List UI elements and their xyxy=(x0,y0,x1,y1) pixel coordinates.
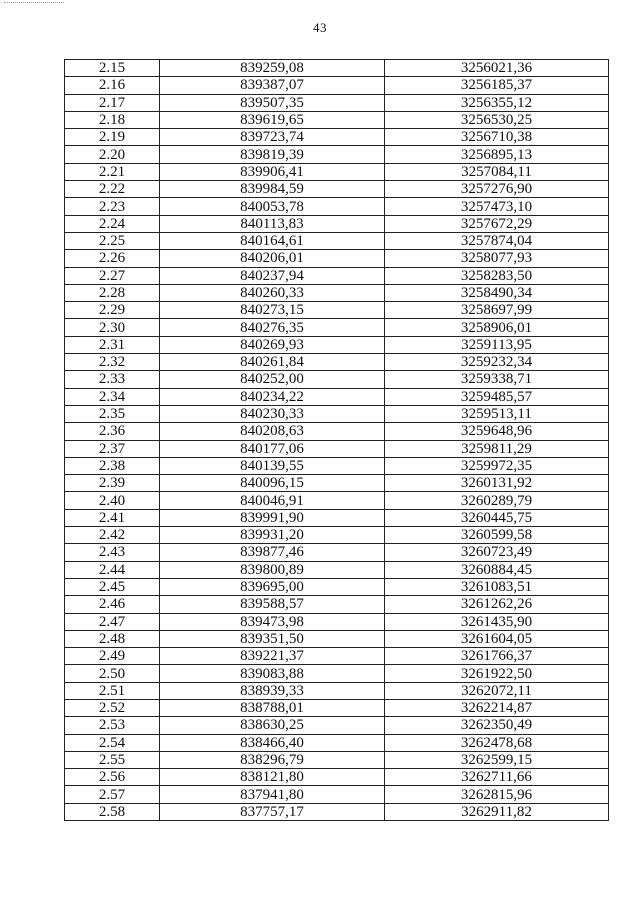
table-row xyxy=(65,77,609,94)
x-coordinate-cell: 838121,80 xyxy=(160,769,385,786)
y-coordinate-cell: 3260599,58 xyxy=(385,527,609,544)
table-row xyxy=(65,163,609,180)
table-row xyxy=(65,198,609,215)
point-number-cell: 2.57 xyxy=(65,786,160,803)
x-coordinate-cell: 839259,08 xyxy=(160,60,385,77)
x-coordinate-cell: 839723,74 xyxy=(160,129,385,146)
point-number-cell: 2.21 xyxy=(65,163,160,180)
x-coordinate-cell: 839473,98 xyxy=(160,613,385,630)
y-coordinate-cell: 3257874,04 xyxy=(385,232,609,249)
x-coordinate-cell: 839819,39 xyxy=(160,146,385,163)
scan-artifact xyxy=(4,2,64,5)
y-coordinate-cell: 3259513,11 xyxy=(385,405,609,422)
point-number-cell: 2.55 xyxy=(65,751,160,768)
x-coordinate-cell: 838296,79 xyxy=(160,751,385,768)
table-row xyxy=(65,423,609,440)
table-row xyxy=(65,94,609,111)
y-coordinate-cell: 3259113,95 xyxy=(385,336,609,353)
table-row xyxy=(65,682,609,699)
table-row xyxy=(65,803,609,820)
x-coordinate-cell: 838788,01 xyxy=(160,699,385,716)
point-number-cell: 2.47 xyxy=(65,613,160,630)
point-number-cell: 2.17 xyxy=(65,94,160,111)
x-coordinate-cell: 840237,94 xyxy=(160,267,385,284)
table-row xyxy=(65,111,609,128)
x-coordinate-cell: 840139,55 xyxy=(160,457,385,474)
table-row xyxy=(65,336,609,353)
point-number-cell: 2.58 xyxy=(65,803,160,820)
x-coordinate-cell: 839387,07 xyxy=(160,77,385,94)
x-coordinate-cell: 840053,78 xyxy=(160,198,385,215)
point-number-cell: 2.36 xyxy=(65,423,160,440)
x-coordinate-cell: 840269,93 xyxy=(160,336,385,353)
point-number-cell: 2.25 xyxy=(65,232,160,249)
point-number-cell: 2.52 xyxy=(65,699,160,716)
y-coordinate-cell: 3259811,29 xyxy=(385,440,609,457)
y-coordinate-cell: 3260445,75 xyxy=(385,509,609,526)
y-coordinate-cell: 3260131,92 xyxy=(385,475,609,492)
x-coordinate-cell: 839221,37 xyxy=(160,648,385,665)
table-row xyxy=(65,371,609,388)
table-row xyxy=(65,405,609,422)
x-coordinate-cell: 840046,91 xyxy=(160,492,385,509)
x-coordinate-cell: 838466,40 xyxy=(160,734,385,751)
point-number-cell: 2.15 xyxy=(65,60,160,77)
point-number-cell: 2.45 xyxy=(65,578,160,595)
y-coordinate-cell: 3256021,36 xyxy=(385,60,609,77)
point-number-cell: 2.22 xyxy=(65,181,160,198)
table-row xyxy=(65,717,609,734)
y-coordinate-cell: 3261766,37 xyxy=(385,648,609,665)
table-row xyxy=(65,596,609,613)
table-row xyxy=(65,146,609,163)
table-row xyxy=(65,60,609,77)
point-number-cell: 2.51 xyxy=(65,682,160,699)
x-coordinate-cell: 840206,01 xyxy=(160,250,385,267)
point-number-cell: 2.56 xyxy=(65,769,160,786)
table-row xyxy=(65,302,609,319)
x-coordinate-cell: 838939,33 xyxy=(160,682,385,699)
point-number-cell: 2.33 xyxy=(65,371,160,388)
x-coordinate-cell: 839619,65 xyxy=(160,111,385,128)
table-row xyxy=(65,613,609,630)
point-number-cell: 2.23 xyxy=(65,198,160,215)
x-coordinate-cell: 839507,35 xyxy=(160,94,385,111)
table-row xyxy=(65,630,609,647)
y-coordinate-cell: 3259648,96 xyxy=(385,423,609,440)
x-coordinate-cell: 840234,22 xyxy=(160,388,385,405)
table-row xyxy=(65,457,609,474)
table-row xyxy=(65,475,609,492)
y-coordinate-cell: 3258697,99 xyxy=(385,302,609,319)
point-number-cell: 2.40 xyxy=(65,492,160,509)
table-row xyxy=(65,509,609,526)
point-number-cell: 2.24 xyxy=(65,215,160,232)
table-row xyxy=(65,527,609,544)
table-row xyxy=(65,769,609,786)
table-row xyxy=(65,129,609,146)
x-coordinate-cell: 840260,33 xyxy=(160,284,385,301)
y-coordinate-cell: 3262599,15 xyxy=(385,751,609,768)
x-coordinate-cell: 838630,25 xyxy=(160,717,385,734)
point-number-cell: 2.43 xyxy=(65,544,160,561)
y-coordinate-cell: 3258283,50 xyxy=(385,267,609,284)
table-row xyxy=(65,751,609,768)
coordinates-table-body xyxy=(65,60,609,821)
y-coordinate-cell: 3261435,90 xyxy=(385,613,609,630)
table-row xyxy=(65,786,609,803)
y-coordinate-cell: 3260723,49 xyxy=(385,544,609,561)
x-coordinate-cell: 840113,83 xyxy=(160,215,385,232)
y-coordinate-cell: 3258490,34 xyxy=(385,284,609,301)
y-coordinate-cell: 3262815,96 xyxy=(385,786,609,803)
point-number-cell: 2.18 xyxy=(65,111,160,128)
point-number-cell: 2.35 xyxy=(65,405,160,422)
point-number-cell: 2.32 xyxy=(65,354,160,371)
point-number-cell: 2.30 xyxy=(65,319,160,336)
y-coordinate-cell: 3261262,26 xyxy=(385,596,609,613)
point-number-cell: 2.44 xyxy=(65,561,160,578)
y-coordinate-cell: 3262072,11 xyxy=(385,682,609,699)
y-coordinate-cell: 3262911,82 xyxy=(385,803,609,820)
x-coordinate-cell: 840273,15 xyxy=(160,302,385,319)
point-number-cell: 2.37 xyxy=(65,440,160,457)
y-coordinate-cell: 3260289,79 xyxy=(385,492,609,509)
y-coordinate-cell: 3262350,49 xyxy=(385,717,609,734)
table-row xyxy=(65,578,609,595)
point-number-cell: 2.31 xyxy=(65,336,160,353)
y-coordinate-cell: 3261604,05 xyxy=(385,630,609,647)
table-row xyxy=(65,388,609,405)
x-coordinate-cell: 839695,00 xyxy=(160,578,385,595)
x-coordinate-cell: 839877,46 xyxy=(160,544,385,561)
page-number: 43 xyxy=(313,20,327,35)
table-row xyxy=(65,181,609,198)
y-coordinate-cell: 3261922,50 xyxy=(385,665,609,682)
point-number-cell: 2.34 xyxy=(65,388,160,405)
x-coordinate-cell: 839588,57 xyxy=(160,596,385,613)
y-coordinate-cell: 3256355,12 xyxy=(385,94,609,111)
point-number-cell: 2.49 xyxy=(65,648,160,665)
table-row xyxy=(65,267,609,284)
table-row xyxy=(65,665,609,682)
point-number-cell: 2.41 xyxy=(65,509,160,526)
x-coordinate-cell: 839083,88 xyxy=(160,665,385,682)
x-coordinate-cell: 840177,06 xyxy=(160,440,385,457)
point-number-cell: 2.19 xyxy=(65,129,160,146)
coordinates-table xyxy=(64,59,609,821)
x-coordinate-cell: 839931,20 xyxy=(160,527,385,544)
y-coordinate-cell: 3262478,68 xyxy=(385,734,609,751)
x-coordinate-cell: 840096,15 xyxy=(160,475,385,492)
point-number-cell: 2.20 xyxy=(65,146,160,163)
point-number-cell: 2.53 xyxy=(65,717,160,734)
point-number-cell: 2.54 xyxy=(65,734,160,751)
y-coordinate-cell: 3258077,93 xyxy=(385,250,609,267)
point-number-cell: 2.38 xyxy=(65,457,160,474)
y-coordinate-cell: 3257276,90 xyxy=(385,181,609,198)
y-coordinate-cell: 3257672,29 xyxy=(385,215,609,232)
y-coordinate-cell: 3256895,13 xyxy=(385,146,609,163)
y-coordinate-cell: 3262214,87 xyxy=(385,699,609,716)
y-coordinate-cell: 3257473,10 xyxy=(385,198,609,215)
y-coordinate-cell: 3259485,57 xyxy=(385,388,609,405)
x-coordinate-cell: 839351,50 xyxy=(160,630,385,647)
table-row xyxy=(65,319,609,336)
y-coordinate-cell: 3262711,66 xyxy=(385,769,609,786)
point-number-cell: 2.26 xyxy=(65,250,160,267)
y-coordinate-cell: 3259338,71 xyxy=(385,371,609,388)
table-row xyxy=(65,440,609,457)
y-coordinate-cell: 3261083,51 xyxy=(385,578,609,595)
table-row xyxy=(65,232,609,249)
x-coordinate-cell: 839984,59 xyxy=(160,181,385,198)
y-coordinate-cell: 3256530,25 xyxy=(385,111,609,128)
x-coordinate-cell: 837757,17 xyxy=(160,803,385,820)
table-row xyxy=(65,734,609,751)
y-coordinate-cell: 3256185,37 xyxy=(385,77,609,94)
x-coordinate-cell: 840208,63 xyxy=(160,423,385,440)
table-row xyxy=(65,492,609,509)
x-coordinate-cell: 840252,00 xyxy=(160,371,385,388)
x-coordinate-cell: 840276,35 xyxy=(160,319,385,336)
point-number-cell: 2.42 xyxy=(65,527,160,544)
y-coordinate-cell: 3259232,34 xyxy=(385,354,609,371)
table-row xyxy=(65,648,609,665)
table-row xyxy=(65,699,609,716)
point-number-cell: 2.50 xyxy=(65,665,160,682)
x-coordinate-cell: 840261,84 xyxy=(160,354,385,371)
y-coordinate-cell: 3259972,35 xyxy=(385,457,609,474)
table-row xyxy=(65,544,609,561)
table-row xyxy=(65,354,609,371)
table-row xyxy=(65,215,609,232)
point-number-cell: 2.46 xyxy=(65,596,160,613)
table-row xyxy=(65,561,609,578)
point-number-cell: 2.28 xyxy=(65,284,160,301)
x-coordinate-cell: 839991,90 xyxy=(160,509,385,526)
point-number-cell: 2.48 xyxy=(65,630,160,647)
y-coordinate-cell: 3260884,45 xyxy=(385,561,609,578)
table-row xyxy=(65,284,609,301)
x-coordinate-cell: 839800,89 xyxy=(160,561,385,578)
y-coordinate-cell: 3256710,38 xyxy=(385,129,609,146)
point-number-cell: 2.16 xyxy=(65,77,160,94)
point-number-cell: 2.39 xyxy=(65,475,160,492)
y-coordinate-cell: 3257084,11 xyxy=(385,163,609,180)
table-row xyxy=(65,250,609,267)
x-coordinate-cell: 839906,41 xyxy=(160,163,385,180)
y-coordinate-cell: 3258906,01 xyxy=(385,319,609,336)
x-coordinate-cell: 837941,80 xyxy=(160,786,385,803)
point-number-cell: 2.27 xyxy=(65,267,160,284)
x-coordinate-cell: 840230,33 xyxy=(160,405,385,422)
x-coordinate-cell: 840164,61 xyxy=(160,232,385,249)
point-number-cell: 2.29 xyxy=(65,302,160,319)
